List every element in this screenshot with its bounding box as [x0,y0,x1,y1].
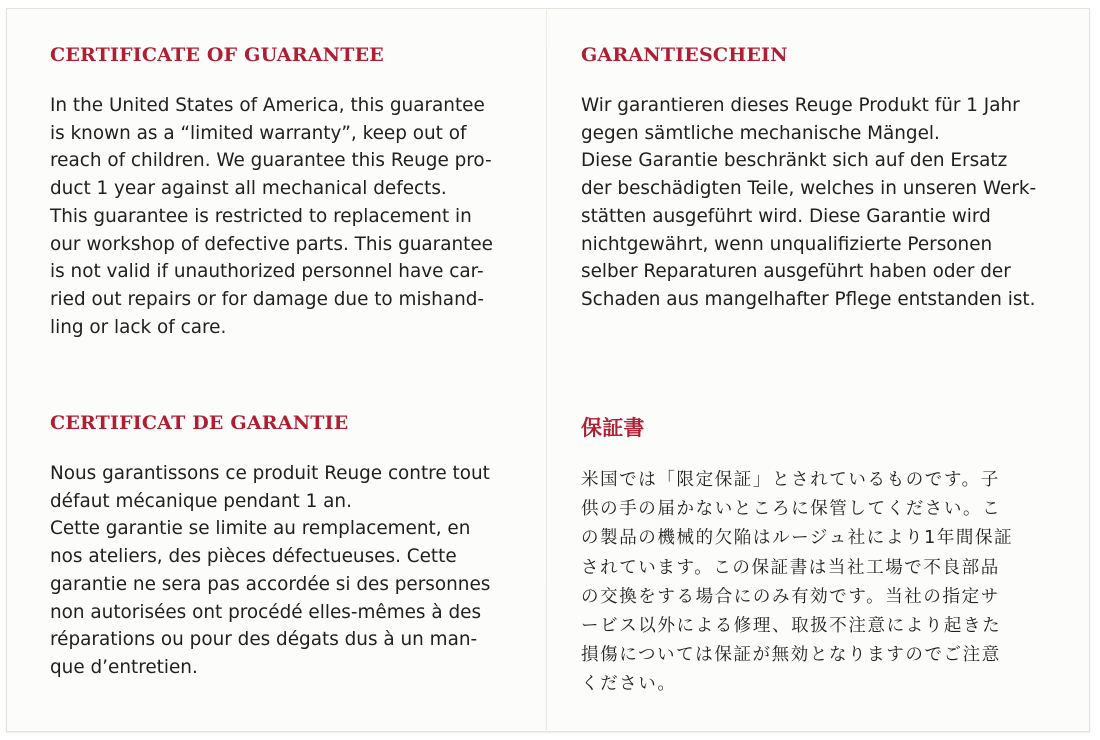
japanese-line: 損傷については保証が無効となりますのでご注意 [581,645,1001,666]
german-line: selber Reparaturen ausgeführt haben oder der [581,261,1011,283]
french-section [50,412,520,682]
german-line: der beschädigten Teile, welches in unseren Werk- [581,178,1037,200]
german-heading: GARANTIESCHEIN [581,44,788,66]
english-line: is known as a “limited warranty”, keep out of [50,122,467,144]
english-body [50,92,520,341]
english-line: duct 1 year against all mechanical defects. [50,178,447,200]
french-line: Nous garantissons ce produit Reuge contre tout [50,463,490,484]
english-line: ried out repairs or for damage due to mishand- [50,288,485,310]
japanese-line: の製品の機械的欠陥はルージュ社により1年間保証 [581,528,1014,549]
french-body [50,460,520,682]
japanese-heading: 保証書 [581,416,645,440]
german-line: gegen sämtliche mechanische Mängel. [581,122,940,144]
french-line: non autorisées ont procédé elles-mêmes à des [50,601,482,623]
english-line: This guarantee is restricted to replacement in [50,205,472,227]
english-heading: CERTIFICATE OF GUARANTEE [50,44,384,66]
japanese-section [581,412,1051,700]
fold-line [546,8,547,730]
german-line: stätten ausgeführt wird. Diese Garantie wird [581,205,991,227]
french-line: que d’entretien. [50,656,198,678]
japanese-body [581,466,1051,700]
german-section [581,44,1051,314]
french-line: garantie ne sera pas accordée si des personnes [50,573,491,595]
french-line: défaut mécanique pendant 1 an. [50,490,352,512]
japanese-line: の交換をする場合にのみ有効です。当社の指定サ [581,586,1000,607]
german-line: Diese Garantie beschränkt sich auf den Ersatz [581,150,1008,172]
english-section [50,44,520,341]
french-line: réparations ou pour des dégats dus à un man- [50,629,478,651]
japanese-line: 供の手の届かないところに保管してください。こ [581,499,1002,520]
japanese-line: ービス以外による修理、取扱不注意により起きた [581,616,1002,637]
german-line: Schaden aus mangelhafter Pflege entstanden ist. [581,288,1036,310]
english-line: our workshop of defective parts. This guarantee [50,233,493,255]
japanese-line: されています。この保証書は当社工場で不良部品 [581,557,1000,578]
german-line: nichtgewährt, wenn unqualifizierte Personen [581,233,993,255]
english-line: is not valid if unauthorized personnel have car- [50,261,484,283]
german-line: Wir garantieren dieses Reuge Produkt für 1 Jahr [581,95,1020,116]
french-line: nos ateliers, des pièces défectueuses. Cette [50,546,457,568]
japanese-line: ください。 [581,674,677,695]
french-line: Cette garantie se limite au remplacement, en [50,518,471,540]
french-heading: CERTIFICAT DE GARANTIE [50,412,349,434]
english-line: ling or lack of care. [50,316,227,338]
english-line: reach of children. We guarantee this Reuge pro- [50,150,492,172]
english-line: In the United States of America, this guarantee [50,95,485,116]
german-body [581,92,1051,314]
japanese-line: 米国では「限定保証」とされているものです。子 [581,470,1000,490]
